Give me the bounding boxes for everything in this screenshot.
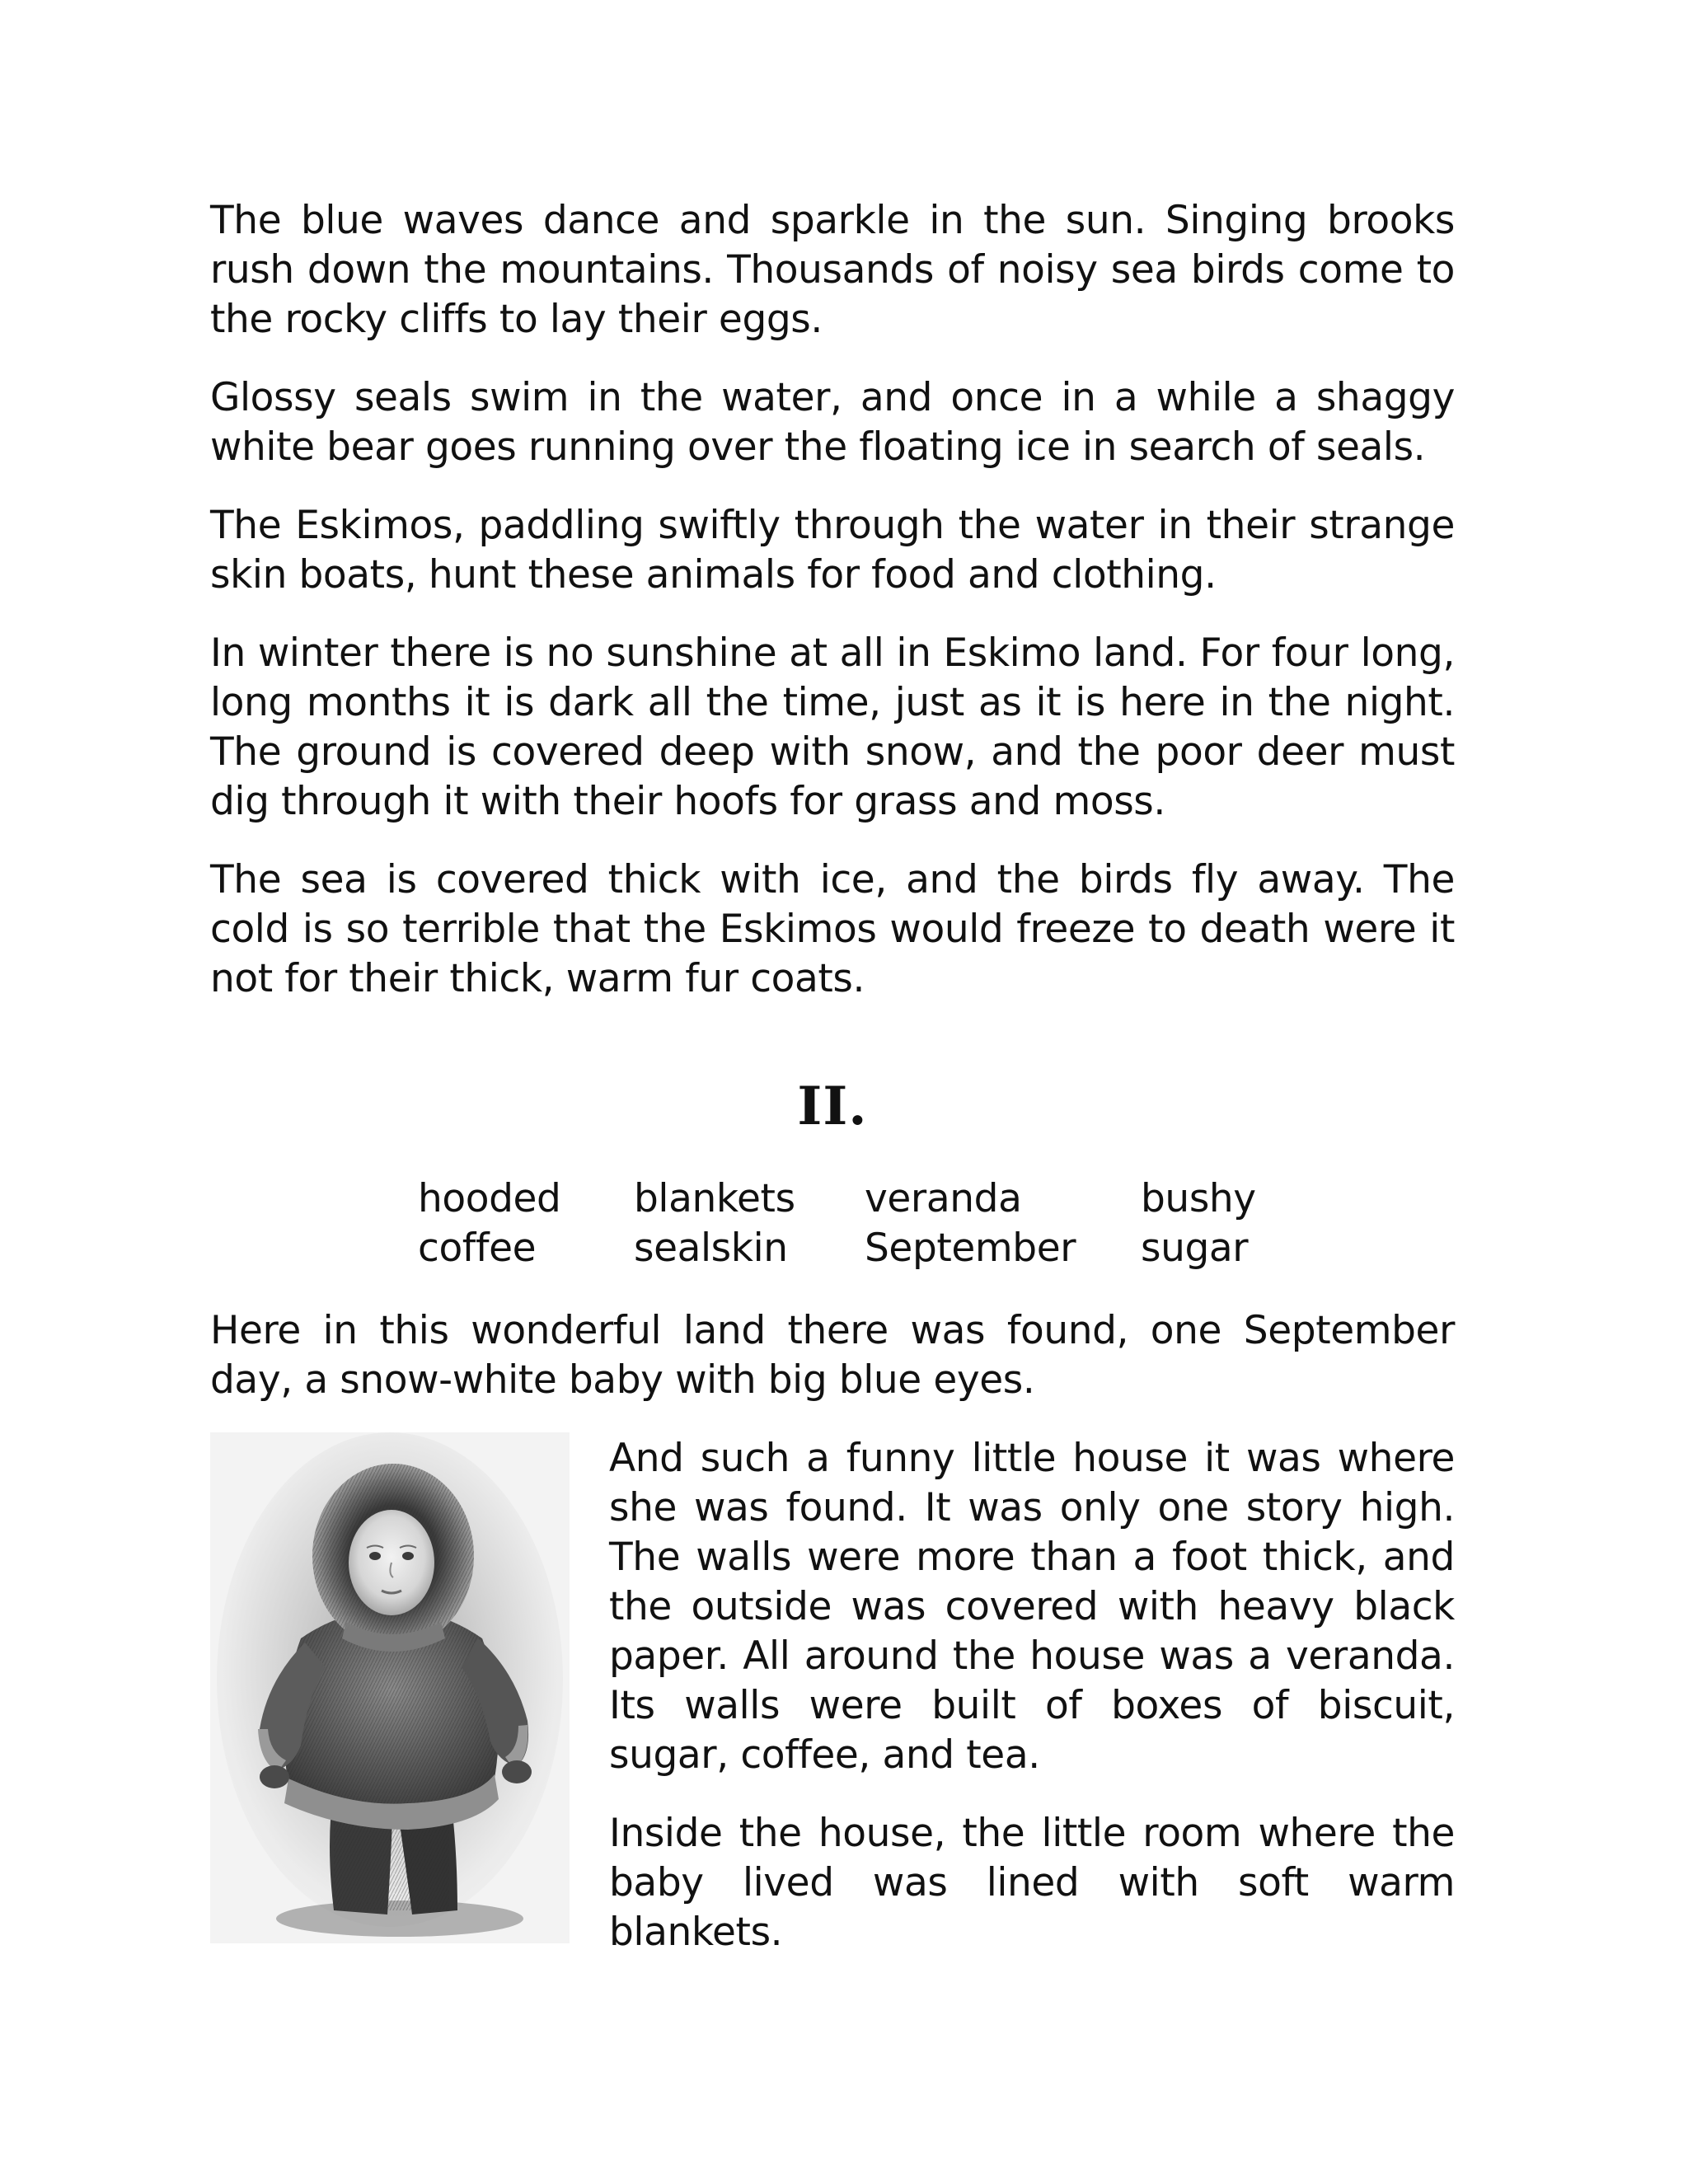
vocabulary-word: blankets bbox=[634, 1176, 795, 1221]
child-in-fur-parka-illustration bbox=[210, 1432, 570, 1943]
vocabulary-word: September bbox=[865, 1226, 1076, 1271]
paragraph-seals: Glossy seals swim in the water, and once in a while a shaggy white bear goes running over the floating ice in search of seals. bbox=[210, 375, 1455, 470]
vocabulary-word: bushy bbox=[1141, 1176, 1256, 1221]
illustration-svg bbox=[210, 1432, 570, 1943]
vocabulary-word: coffee bbox=[418, 1226, 537, 1271]
illustrated-section bbox=[210, 1434, 1455, 1986]
vocabulary-word: sugar bbox=[1141, 1226, 1249, 1271]
vocabulary-row bbox=[418, 1174, 1455, 1224]
document-page bbox=[210, 196, 1455, 1986]
illustrated-section-text bbox=[609, 1434, 1455, 1986]
section-heading: II. bbox=[797, 1076, 868, 1137]
paragraph-eskimos-hunting: The Eskimos, paddling swiftly through the water in their strange skin boats, hunt these animals for food and clothing. bbox=[210, 503, 1455, 598]
vocabulary-list bbox=[418, 1174, 1455, 1273]
paragraph-house: And such a funny little house it was where she was found. It was only one story high. The walls were more than a foot thick, and the outside was covered with heavy black paper. All around the house was a veranda. Its walls were built of boxes of biscuit, sugar, coffee, and tea. bbox=[609, 1436, 1455, 1778]
paragraph-waves: The blue waves dance and sparkle in the sun. Singing brooks rush down the mountains. Thousands of noisy sea birds come to the rocky cliffs to lay their eggs. bbox=[210, 198, 1455, 342]
paragraph-winter: In winter there is no sunshine at all in Eskimo land. For four long, long months it is dark all the time, just as it is here in the night. The ground is covered deep with snow, and the poor deer must dig through it with their hoofs for grass and moss. bbox=[210, 630, 1455, 824]
vocabulary-row bbox=[418, 1224, 1455, 1273]
vocabulary-word: veranda bbox=[865, 1176, 1022, 1221]
paragraph-cold: The sea is covered thick with ice, and the birds fly away. The cold is so terrible that the Eskimos would freeze to death were it not for their thick, warm fur coats. bbox=[210, 857, 1455, 1001]
paragraph-intro: Here in this wonderful land there was found, one September day, a snow-white baby with big blue eyes. bbox=[210, 1308, 1455, 1403]
paragraph-room: Inside the house, the little room where the baby lived was lined with soft warm blankets. bbox=[609, 1811, 1455, 1955]
vocabulary-word: hooded bbox=[418, 1176, 561, 1221]
vocabulary-word: sealskin bbox=[634, 1226, 788, 1271]
